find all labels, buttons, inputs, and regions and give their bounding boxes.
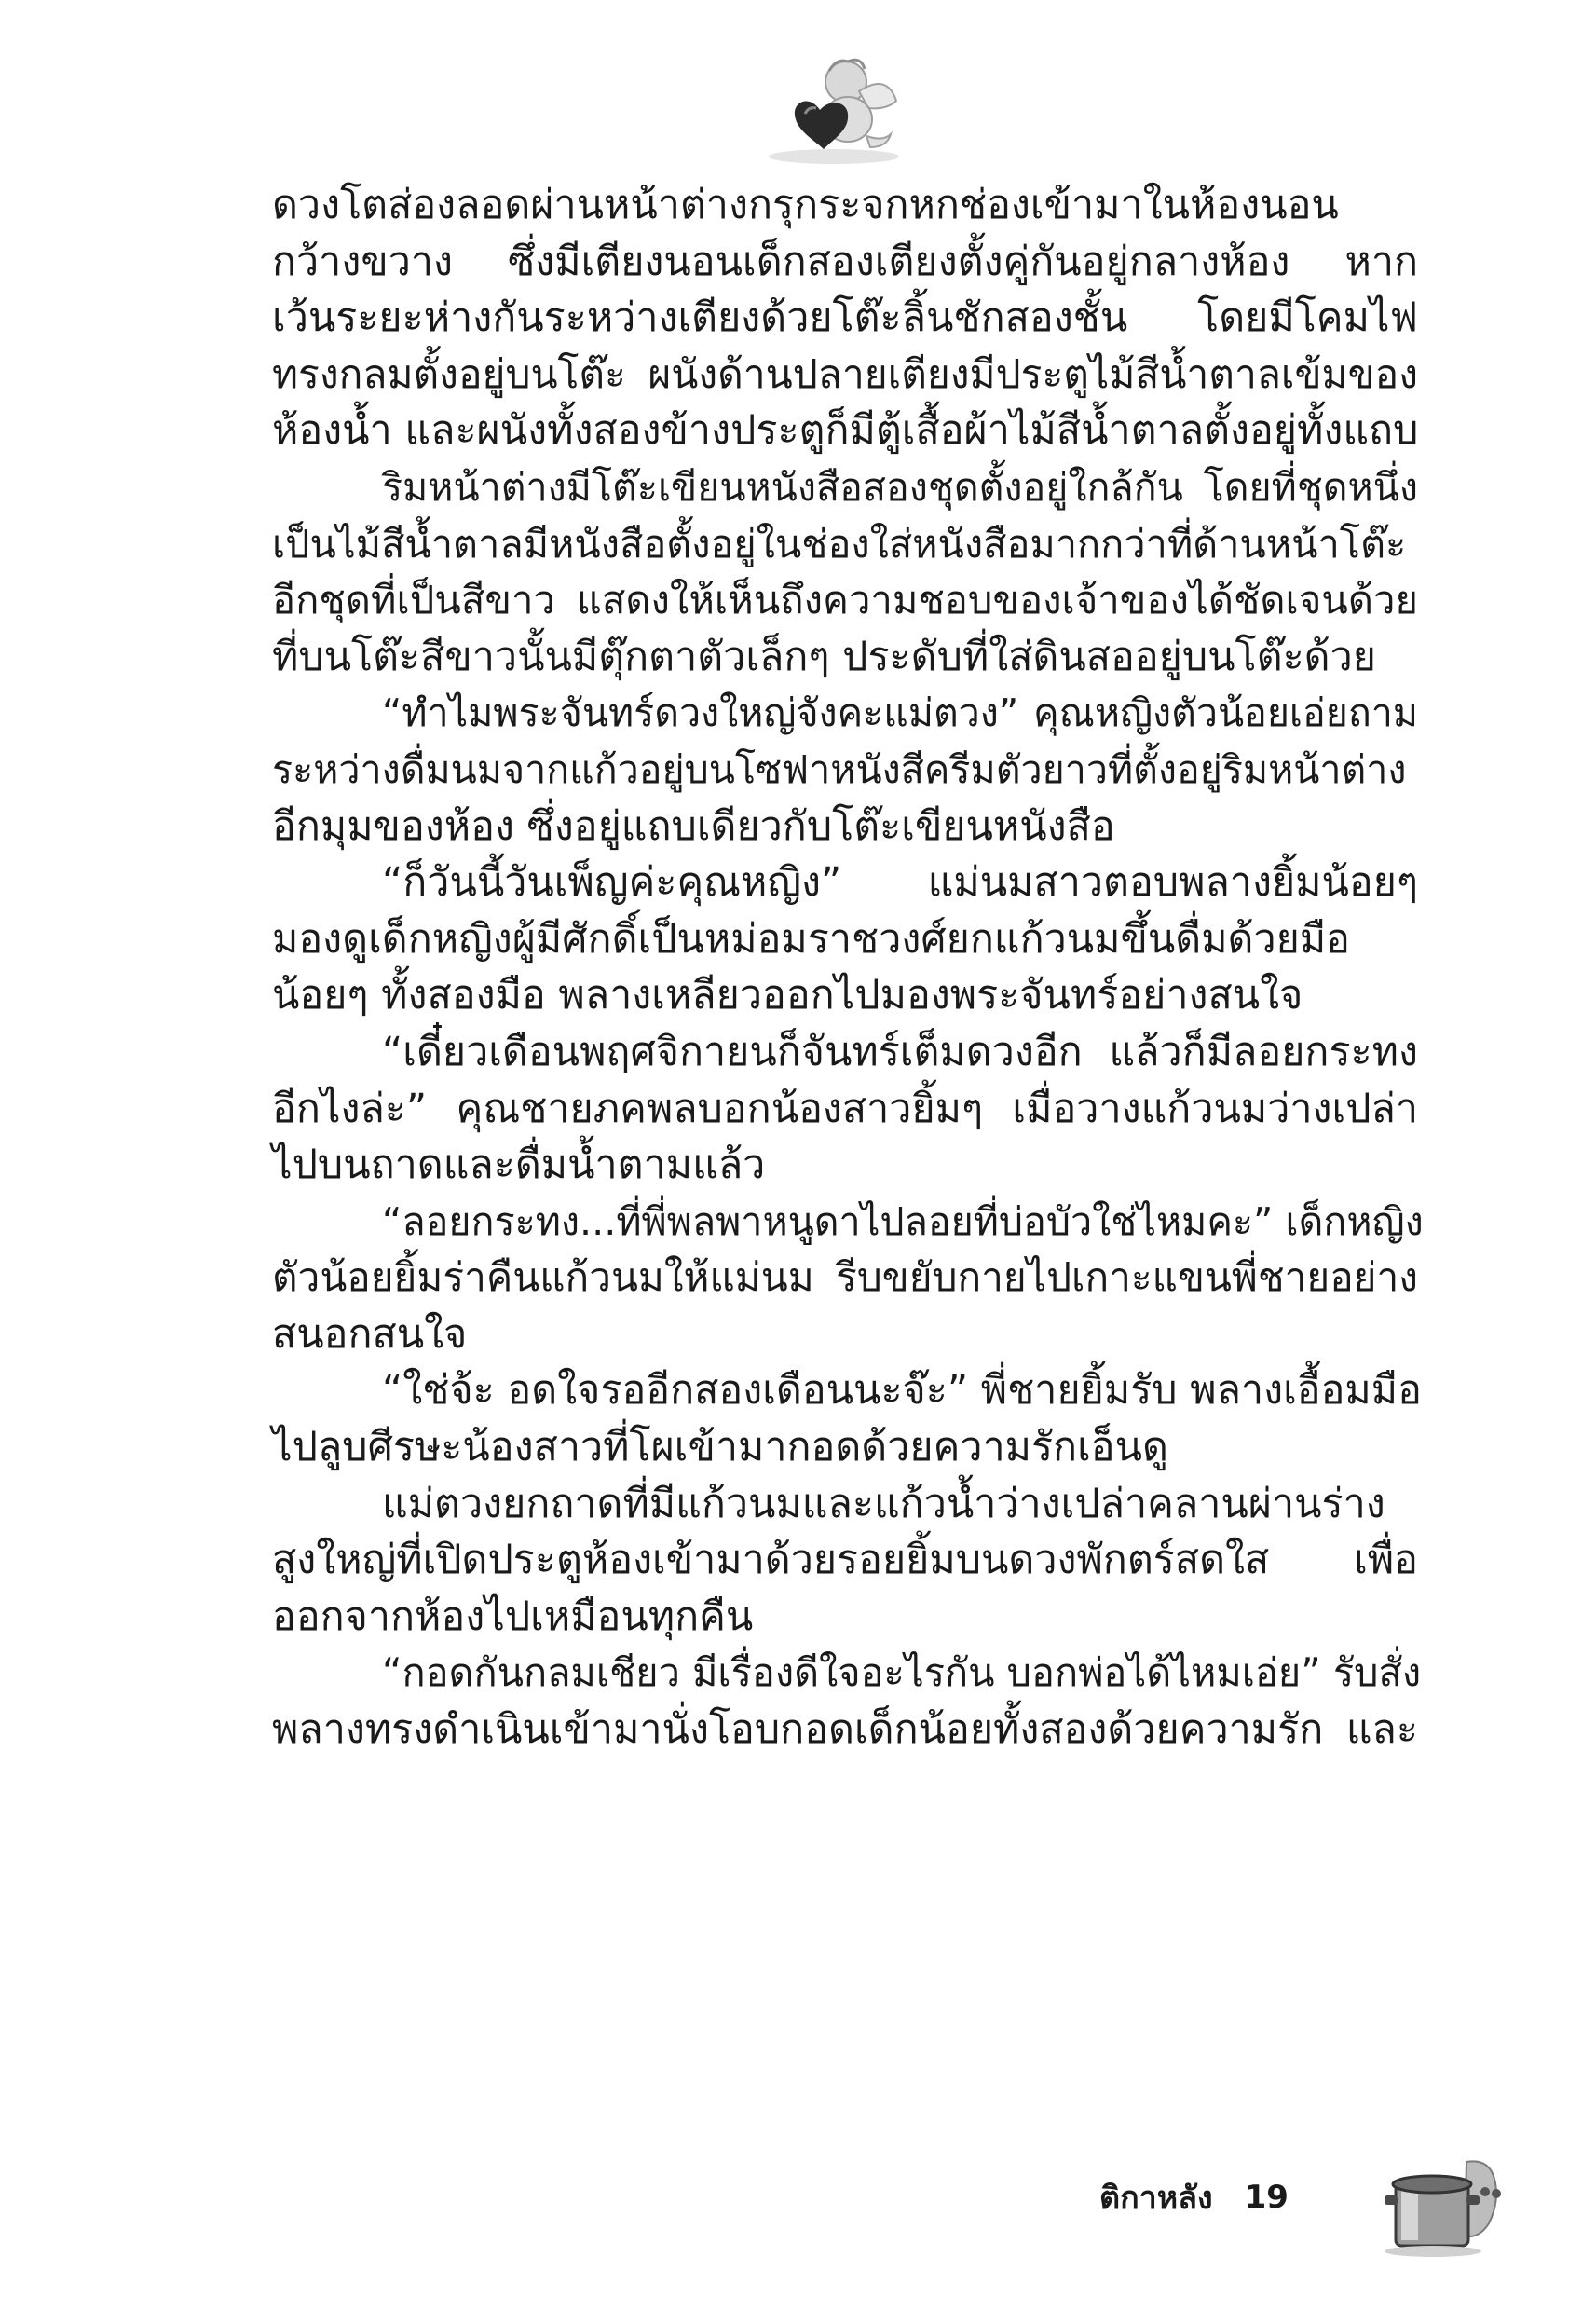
text-line: อีกไงล่ะ” คุณชายภคพลบอกน้องสาวยิ้มๆ เมื่อวางแก้วนมว่างเปล่า [272,1085,1418,1132]
text-line: “ใช่จ้ะ อดใจรออีกสองเดือนนะจ๊ะ” พี่ชายยิ้มรับ พลางเอื้อมมือ [382,1367,1422,1415]
text-line: “ลอยกระทง...ที่พี่พลพาหนูดาไปลอยที่บ่อบัวใช่ไหมคะ” เด็กหญิง [382,1198,1424,1244]
text-line: ห้องน้ำ และผนังทั้งสองข้างประตูก็มีตู้เสื้อผ้าไม้สีน้ำตาลตั้งอยู่ทั้งแถบ [272,407,1419,455]
text-line: ระหว่างดื่มนมจากแก้วอยู่บนโซฟาหนังสีครีมตัวยาวที่ตั้งอยู่ริมหน้าต่าง [272,746,1407,792]
text-line: ทรงกลมตั้งอยู่บนโต๊ะ ผนังด้านปลายเตียงมีประตูไม้สีน้ำตาลเข้มของ [272,350,1418,398]
text-line: ออกจากห้องไปเหมือนทุกคืน [272,1593,754,1640]
text-line: เว้นระยะห่างกันระหว่างเตียงด้วยโต๊ะลิ้นชักสองชั้น โดยมีโคมไฟ [272,294,1418,342]
text-line: ที่บนโต๊ะสีขาวนั้นมีตุ๊กตาตัวเล็กๆ ประดับที่ใส่ดินสออยู่บนโต๊ะด้วย [272,633,1376,680]
cherub-heart-icon [755,45,913,166]
text-line: “ทำไมพระจันทร์ดวงใหญ่จังคะแม่ตวง” คุณหญิงตัวน้อยเอ่ยถาม [382,691,1418,736]
text-line: ไปบนถาดและดื่มน้ำตามแล้ว [272,1142,766,1189]
text-line: “เดี๋ยวเดือนพฤศจิกายนก็จันทร์เต็มดวงอีก แล้วก็มีลอยกระทง [382,1028,1418,1075]
text-line: “ก็วันนี้วันเพ็ญค่ะคุณหญิง” แม่นมสาวตอบพลางยิ้มน้อยๆ [382,859,1418,907]
text-line: ตัวน้อยยิ้มร่าคืนแก้วนมให้แม่นม รีบขยับกายไปเกาะแขนพี่ชายอย่าง [272,1254,1418,1301]
text-line: มองดูเด็กหญิงผู้มีศักดิ์เป็นหม่อมราชวงศ์ยกแก้วนมขึ้นดื่มด้วยมือ [272,915,1350,963]
text-line: กว้างขวาง ซึ่งมีเตียงนอนเด็กสองเตียงตั้งคู่กันอยู่กลางห้อง หาก [272,238,1418,285]
text-line: พลางทรงดำเนินเข้ามานั่งโอบกอดเด็กน้อยทั้งสองด้วยความรัก และ [272,1706,1418,1754]
story-text [272,177,1424,1758]
text-line: น้อยๆ ทั้งสองมือ พลางเหลียวออกไปมองพระจันทร์อย่างสนใจ [272,972,1303,1019]
book-title: ติกาหลัง [1099,2180,1213,2217]
text-line: ดวงโตส่องลอดผ่านหน้าต่างกรุกระจกหกช่องเข้ามาในห้องนอน [272,182,1339,228]
text-line: ริมหน้าต่างมีโต๊ะเขียนหนังสือสองชุดตั้งอยู่ใกล้กัน โดยที่ชุดหนึ่ง [382,464,1418,510]
text-line: ไปลูบศีรษะน้องสาวที่โผเข้ามากอดด้วยความรักเอ็นดู [272,1424,1168,1471]
text-line: แม่ตวงยกถาดที่มีแก้วนมและแก้วน้ำว่างเปล่าคลานผ่านร่าง [382,1480,1385,1527]
text-line: เป็นไม้สีน้ำตาลมีหนังสือตั้งอยู่ในช่องใส่หนังสือมากกว่าที่ด้านหน้าโต๊ะ [272,520,1407,567]
text-line: อีกชุดที่เป็นสีขาว แสดงให้เห็นถึงความชอบของเจ้าของได้ชัดเจนด้วย [272,577,1418,623]
text-line: “กอดกันกลมเชียว มีเรื่องดีใจอะไรกัน บอกพ่อได้ไหมเอ่ย” รับสั่ง [382,1649,1422,1696]
page-footer [1099,2160,1289,2235]
text-line: สนอกสนใจ [272,1310,468,1358]
cooking-pot-icon [1377,2143,1517,2264]
text-line: สูงใหญ่ที่เปิดประตูห้องเข้ามาด้วยรอยยิ้มบนดวงพักตร์สดใส เพื่อ [272,1537,1418,1584]
text-line: อีกมุมของห้อง ซึ่งอยู่แถบเดียวกับโต๊ะเขียนหนังสือ [272,802,1115,850]
page-number: 19 [1244,2179,1289,2216]
